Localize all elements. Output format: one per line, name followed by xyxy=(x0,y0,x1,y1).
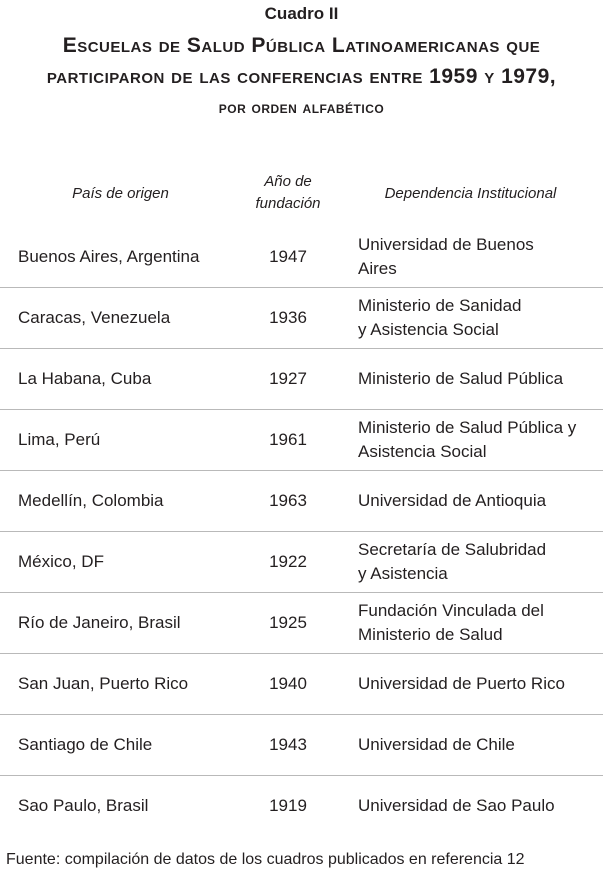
cell-dependencia-line-1: Universidad de Puerto Rico xyxy=(358,674,565,693)
cell-dependencia xyxy=(358,410,598,470)
cell-pais: Buenos Aires, Argentina xyxy=(18,247,200,266)
cell-anio: 1925 xyxy=(269,613,307,632)
cell-anio: 1919 xyxy=(269,796,307,815)
cell-dependencia-line-2: Aires xyxy=(358,259,397,278)
table-row xyxy=(0,654,603,715)
cell-dependencia-line-1: Universidad de Sao Paulo xyxy=(358,796,555,815)
table-row xyxy=(0,593,603,654)
table-number: Cuadro II xyxy=(264,4,339,23)
table-title xyxy=(0,30,603,123)
table-row xyxy=(0,349,603,410)
cell-anio: 1963 xyxy=(269,491,307,510)
cell-dependencia xyxy=(358,715,598,775)
cell-dependencia-line-1: Secretaría de Salubridad xyxy=(358,540,547,559)
table-row xyxy=(0,410,603,471)
table-header xyxy=(0,171,603,227)
cell-dependencia-line-1: Ministerio de Sanidad xyxy=(358,296,522,315)
cell-dependencia-line-1: Universidad de Chile xyxy=(358,735,515,754)
cell-pais: Sao Paulo, Brasil xyxy=(18,796,149,815)
cell-pais: Lima, Perú xyxy=(18,430,101,449)
table-row xyxy=(0,776,603,836)
cell-dependencia xyxy=(358,471,598,531)
cell-pais: Río de Janeiro, Brasil xyxy=(18,613,181,632)
header-anio-line-1: Año de xyxy=(264,173,312,190)
cell-dependencia xyxy=(358,593,598,653)
cell-dependencia-line-1: Ministerio de Salud Pública y xyxy=(358,418,577,437)
cell-pais: Santiago de Chile xyxy=(18,735,153,754)
header-pais: País de origen xyxy=(72,185,169,202)
cell-dependencia xyxy=(358,532,598,592)
cell-dependencia-line-2: y Asistencia Social xyxy=(358,320,499,339)
cell-dependencia xyxy=(358,776,598,836)
cell-pais: Medellín, Colombia xyxy=(18,491,164,510)
table-row xyxy=(0,532,603,593)
title-line-1: Escuelas de Salud Pública Latinoamericanas que xyxy=(62,34,541,57)
cell-pais: San Juan, Puerto Rico xyxy=(18,674,189,693)
cell-dependencia-line-1: Universidad de Buenos xyxy=(358,235,534,254)
header-anio-line-2: fundación xyxy=(255,195,321,212)
cell-dependencia xyxy=(358,288,598,348)
table-row xyxy=(0,471,603,532)
cell-dependencia-line-1: Ministerio de Salud Pública xyxy=(358,369,564,388)
cell-anio: 1927 xyxy=(269,369,307,388)
cell-dependencia-line-2: Asistencia Social xyxy=(358,442,487,461)
title-line-2: participaron de las conferencias entre 1959 y 1979, xyxy=(46,65,557,88)
cell-dependencia-line-2: Ministerio de Salud xyxy=(358,625,503,644)
cell-anio: 1961 xyxy=(269,430,307,449)
footnote: Fuente: compilación de datos de los cuadros publicados en referencia 12 xyxy=(6,851,525,868)
cell-anio: 1947 xyxy=(269,247,307,266)
cell-anio: 1940 xyxy=(269,674,307,693)
header-dependencia: Dependencia Institucional xyxy=(384,185,557,202)
title-line-3: por orden alfabético xyxy=(218,98,385,117)
cell-dependencia-line-1: Universidad de Antioquia xyxy=(358,491,547,510)
cell-anio: 1936 xyxy=(269,308,307,327)
cell-dependencia xyxy=(358,349,598,409)
table-row xyxy=(0,227,603,288)
cell-pais: Caracas, Venezuela xyxy=(18,308,171,327)
table-row xyxy=(0,715,603,776)
cell-dependencia xyxy=(358,227,598,287)
cell-anio: 1943 xyxy=(269,735,307,754)
cell-dependencia-line-2: y Asistencia xyxy=(358,564,448,583)
cell-pais: México, DF xyxy=(18,552,104,571)
table-row xyxy=(0,288,603,349)
header-anio xyxy=(248,171,328,215)
cell-dependencia xyxy=(358,654,598,714)
cell-anio: 1922 xyxy=(269,552,307,571)
cell-dependencia-line-1: Fundación Vinculada del xyxy=(358,601,544,620)
table-body xyxy=(0,227,603,836)
cell-pais: La Habana, Cuba xyxy=(18,369,152,388)
